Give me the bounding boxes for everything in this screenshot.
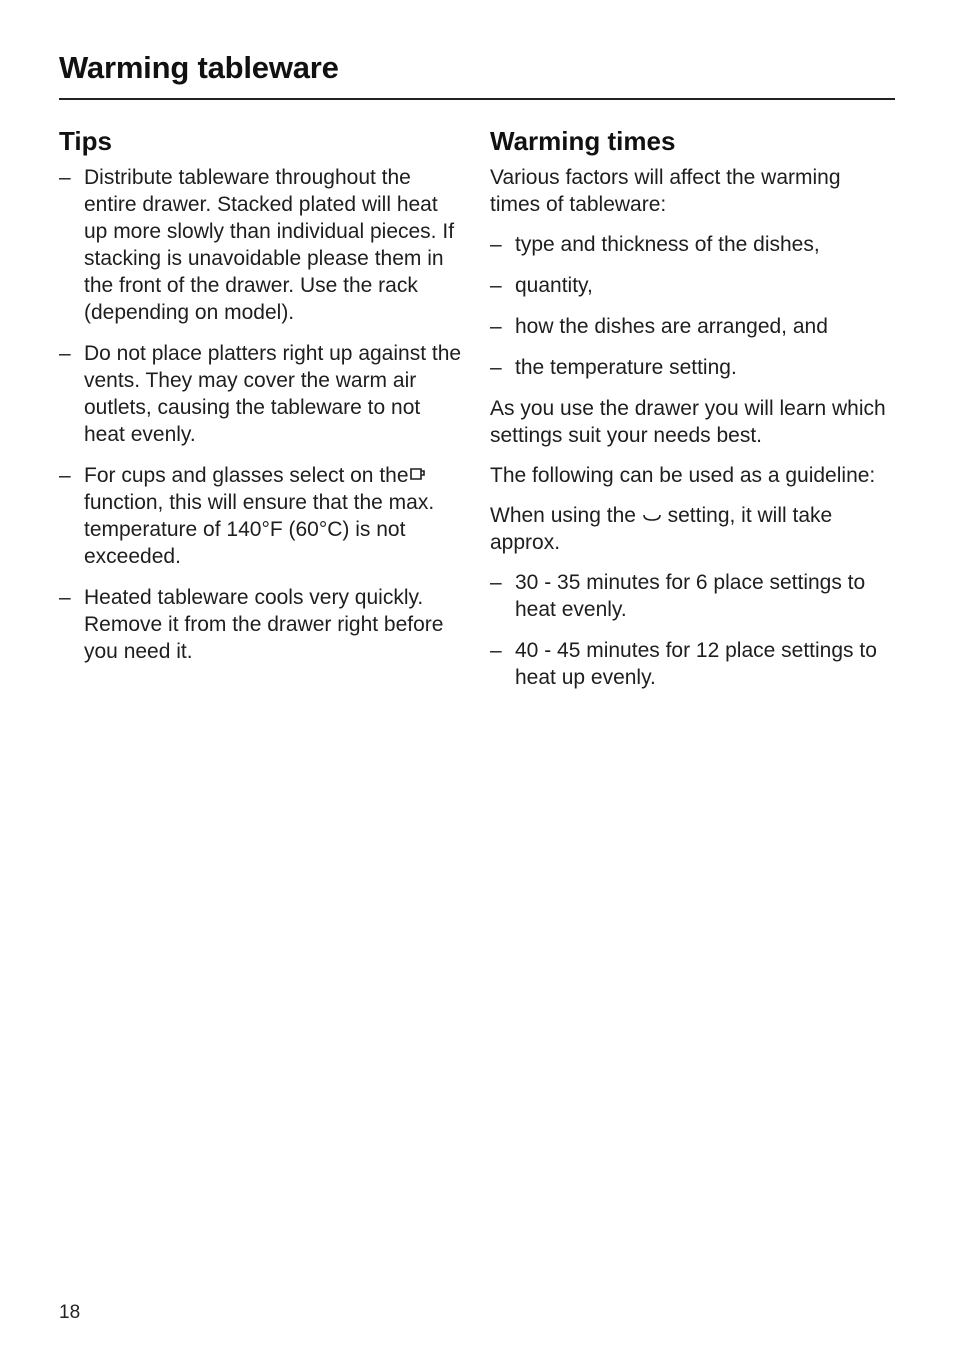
warming-times-heading: Warming times — [490, 126, 676, 156]
factor-text: how the dishes are arranged, and — [515, 315, 828, 338]
setting-paragraph — [490, 502, 895, 556]
duration-text: 40 - 45 minutes for 12 place settings to heat up evenly. — [515, 639, 877, 689]
factor-text: the temperature setting. — [515, 356, 737, 379]
list-item — [490, 637, 895, 691]
tips-column — [59, 124, 465, 679]
dash-bullet: – — [59, 464, 71, 487]
page-title: Warming tableware — [59, 50, 339, 85]
tip-text-after-icon: function, this will ensure that the max. temperature of 140°F (60°C) is not exceeded. — [84, 491, 435, 568]
setting-text-after-icon: setting, it will take approx. — [490, 504, 833, 554]
dash-bullet: – — [490, 274, 502, 297]
warming-intro: Various factors will affect the warming times of tableware: — [490, 166, 841, 216]
dash-bullet: – — [490, 571, 502, 594]
list-item — [59, 584, 465, 665]
warming-times-column — [490, 124, 895, 705]
tip-text: Do not place platters right up against the vents. They may cover the warm air outlets, causing the tableware to not heat evenly. — [84, 342, 462, 446]
durations-list — [490, 569, 895, 691]
list-item — [59, 340, 465, 448]
learn-paragraph: As you use the drawer you will learn which settings suit your needs best. — [490, 397, 886, 447]
dash-bullet: – — [490, 315, 502, 338]
factor-text: quantity, — [515, 274, 593, 297]
tips-heading: Tips — [59, 126, 112, 156]
dash-bullet: – — [59, 166, 71, 189]
list-item — [490, 569, 895, 623]
factors-list — [490, 231, 895, 381]
title-divider — [59, 98, 895, 100]
dash-bullet: – — [59, 342, 71, 365]
list-item — [490, 313, 895, 340]
page-number: 18 — [59, 1302, 81, 1323]
cup-icon — [409, 467, 427, 482]
factor-text: type and thickness of the dishes, — [515, 233, 820, 256]
duration-text: 30 - 35 minutes for 6 place settings to heat evenly. — [515, 571, 866, 621]
tip-text: Distribute tableware throughout the entire drawer. Stacked plated will heat up more slowly than individual pieces. If stacking is unavoidable please them in the front of the drawer. Use the rack (depending on model). — [84, 166, 455, 324]
list-item — [59, 164, 465, 326]
list-item — [59, 462, 465, 570]
list-item — [490, 272, 895, 299]
dash-bullet: – — [490, 233, 502, 256]
guideline-paragraph: The following can be used as a guideline: — [490, 464, 876, 487]
tip-text: Heated tableware cools very quickly. Remove it from the drawer right before you need it. — [84, 586, 444, 663]
dash-bullet: – — [59, 586, 71, 609]
tips-list — [59, 164, 465, 665]
setting-text-before-icon: When using the — [490, 504, 636, 527]
tip-text-before-icon: For cups and glasses select on the — [84, 464, 409, 487]
list-item — [490, 231, 895, 258]
plate-setting-icon — [642, 510, 662, 522]
dash-bullet: – — [490, 356, 502, 379]
list-item — [490, 354, 895, 381]
dash-bullet: – — [490, 639, 502, 662]
